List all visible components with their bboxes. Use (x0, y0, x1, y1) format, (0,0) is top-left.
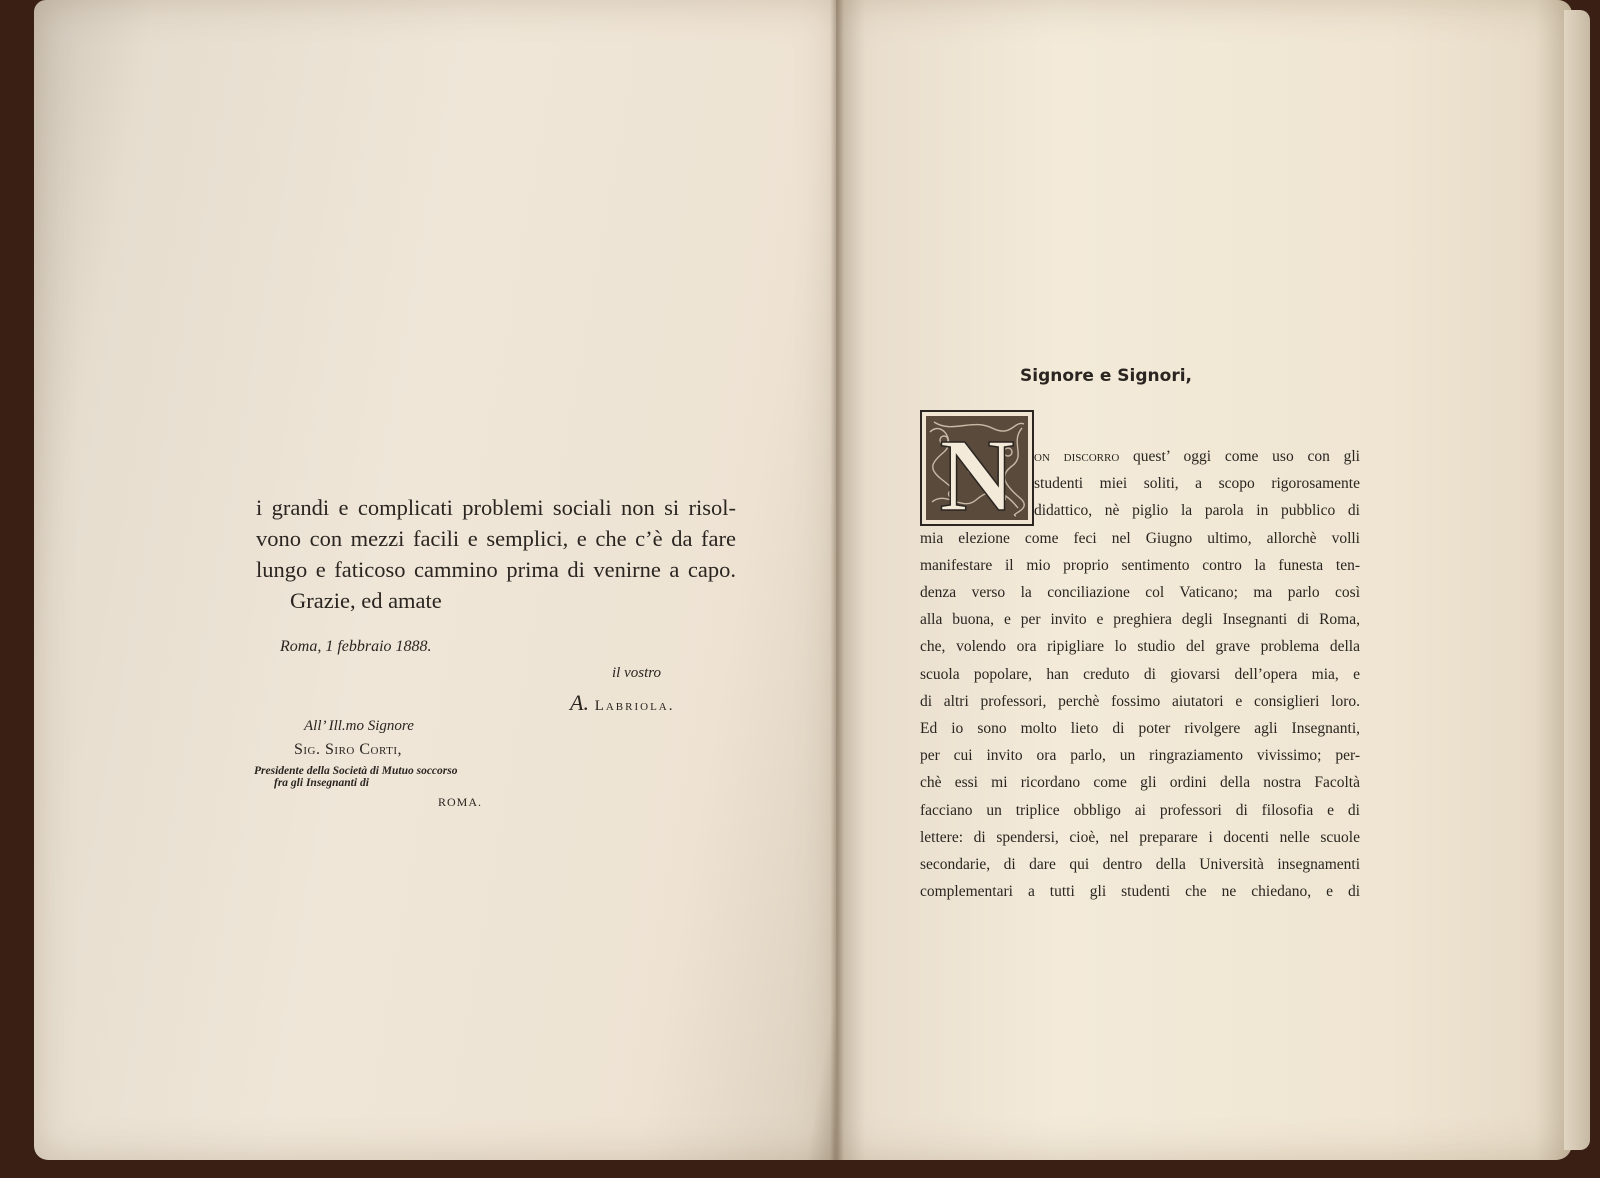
body-line: didattico, nè piglio la parola in pubblico di (1034, 502, 1360, 520)
book-gutter (830, 0, 844, 1160)
body-line: alla buona, e per invito e preghiera degli Insegnanti di Roma, (920, 611, 1360, 629)
closing-paragraph (256, 492, 736, 616)
opening-words: on discorro (1034, 448, 1120, 465)
body-line: Ed io sono molto lieto di poter rivolgere agli Insegnanti, (920, 720, 1360, 738)
addressee-title: fra gli Insegnanti di (274, 777, 369, 789)
body-line: manifestare il mio proprio sentimento contro la funesta ten- (920, 556, 1360, 574)
addressee-block (254, 718, 514, 810)
left-page (34, 0, 836, 1160)
closing-line: vono con mezzi facili e semplici, e che c’è da fare (256, 526, 736, 551)
body-line: lettere: di spendersi, cioè, nel preparare i docenti nelle scuole (920, 828, 1360, 846)
body-line (1034, 443, 1360, 470)
addressee-salutation: All’ Ill.mo Signore (304, 718, 414, 734)
valediction: il vostro (612, 665, 662, 681)
body-line: mia elezione come feci nel Giugno ultimo, allorchè volli (920, 529, 1360, 547)
svg-text:N: N (939, 418, 1015, 524)
addressee-name: Sig. Siro Corti, (294, 741, 403, 758)
signature-initial: A. (570, 690, 589, 715)
closing-line: lungo e faticoso cammino prima di venirne a capo. (256, 557, 736, 582)
thanks-line: Grazie, ed amate (290, 588, 442, 613)
body-line: denza verso la conciliazione col Vaticano; ma parlo così (920, 584, 1360, 602)
letter-date: Roma, 1 febbraio 1888. (280, 638, 432, 655)
body-line: complementari a tutti gli studenti che ne chiedano, e di (920, 883, 1360, 901)
speech-heading: Signore e Signori, (1020, 366, 1192, 386)
closing-line: i grandi e complicati problemi sociali non si risol- (256, 495, 736, 520)
body-line: scuola popolare, han creduto di giovarsi dell’opera mia, e (920, 665, 1360, 683)
signature (570, 690, 675, 716)
body-line: per cui invito ora parlo, un ringraziamento vivissimo; per- (920, 747, 1360, 765)
page-edges (1564, 10, 1590, 1150)
body-line-rest: quest’ oggi come uso con gli (1119, 448, 1360, 465)
body-line: facciano un triplice obbligo ai professori di filosofia e di (920, 801, 1360, 819)
body-line: studenti miei soliti, a scopo rigorosamente (1034, 475, 1360, 493)
addressee-city: ROMA. (438, 795, 483, 809)
body-line: di altri professori, perchè fossimo aiutatori e consiglieri loro. (920, 692, 1360, 710)
body-line: che, volendo ora ripigliare lo studio del grave problema della (920, 638, 1360, 656)
open-book (28, 0, 1600, 1178)
addressee-title: Presidente della Società di Mutuo soccorso (254, 765, 458, 777)
body-line: secondarie, di dare qui dentro della Università insegnamenti (920, 856, 1360, 874)
signature-name: Labriola. (594, 698, 675, 714)
speech-body (920, 443, 1360, 905)
body-line: chè essi mi ricordano come gli ordini della nostra Facoltà (920, 774, 1360, 792)
